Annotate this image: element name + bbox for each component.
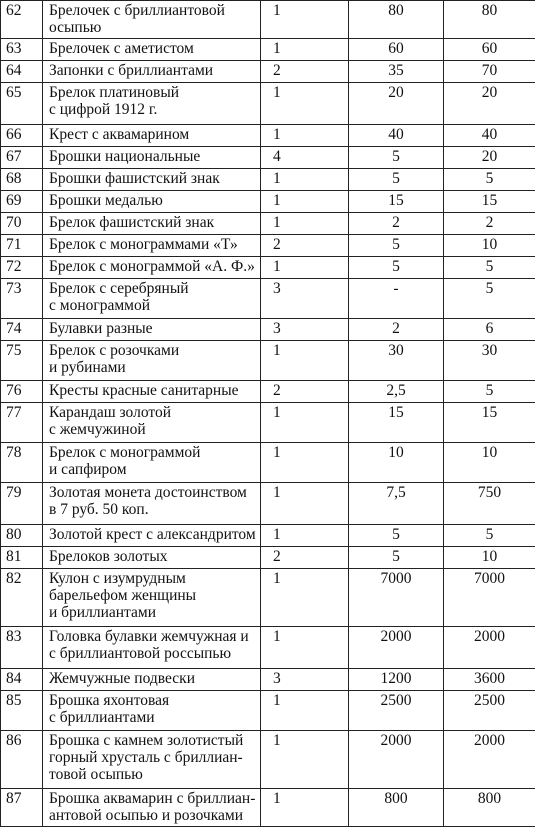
item-quantity-cell: 3 (261, 279, 349, 319)
item-price-cell: 2000 (349, 731, 444, 789)
item-price-cell: 2 (349, 213, 444, 235)
item-description-text: Брошка яхонтовая с бриллиантами (49, 692, 170, 726)
item-description-cell (43, 547, 261, 569)
item-price-cell: 2,5 (349, 381, 444, 403)
item-description-cell (43, 235, 261, 257)
item-quantity-cell: 2 (261, 235, 349, 257)
item-price-cell: 1200 (349, 669, 444, 691)
item-description-cell (43, 443, 261, 483)
item-total-cell: 15 (444, 403, 535, 443)
item-number-cell: 65 (1, 83, 43, 125)
item-quantity-cell: 1 (261, 191, 349, 213)
item-description-text: Запонки с бриллиантами (49, 62, 214, 79)
item-total-cell: 70 (444, 61, 535, 83)
item-description-text: Брошки фашистский знак (49, 170, 220, 187)
item-description-text: Брелочек с бриллиантовой осыпью (49, 2, 225, 36)
item-description-cell (43, 169, 261, 191)
item-quantity-cell: 2 (261, 61, 349, 83)
item-price-cell: 80 (349, 1, 444, 39)
item-quantity-cell: 1 (261, 627, 349, 669)
table-row (1, 789, 535, 827)
item-total-cell: 7000 (444, 569, 535, 627)
item-total-cell: 5 (444, 525, 535, 547)
item-description-cell (43, 147, 261, 169)
table-row (1, 125, 535, 147)
item-description-cell (43, 525, 261, 547)
table-row (1, 169, 535, 191)
item-number-cell: 81 (1, 547, 43, 569)
item-price-cell: 7,5 (349, 483, 444, 525)
item-description-text: Карандаш золотой с жемчужиной (49, 404, 171, 438)
table-row (1, 669, 535, 691)
item-description-text: Брелок фашистский знак (49, 214, 215, 231)
item-description-cell (43, 191, 261, 213)
item-description-cell (43, 341, 261, 381)
item-description-text: Кресты красные санитарные (49, 382, 239, 399)
table-row (1, 569, 535, 627)
item-price-cell: 5 (349, 547, 444, 569)
item-price-cell: 800 (349, 789, 444, 827)
table-row (1, 731, 535, 789)
item-description-text: Брошки национальные (49, 148, 201, 165)
item-total-cell: 2500 (444, 691, 535, 731)
item-description-cell (43, 403, 261, 443)
item-description-text: Брелок с монограммой и сапфиром (49, 444, 201, 478)
item-number-cell: 83 (1, 627, 43, 669)
item-quantity-cell: 1 (261, 341, 349, 381)
table-row (1, 319, 535, 341)
item-number-cell: 86 (1, 731, 43, 789)
item-total-cell: 10 (444, 235, 535, 257)
item-price-cell: 5 (349, 235, 444, 257)
item-number-cell: 67 (1, 147, 43, 169)
item-quantity-cell: 1 (261, 125, 349, 147)
item-description-text: Золотой крест с александритом (49, 526, 256, 543)
item-description-cell (43, 381, 261, 403)
item-description-text: Брелок платиновый с цифрой 1912 г. (49, 84, 180, 118)
item-description-text: Брошка аквамарин с бриллиан- антовой осыпью и розочками (49, 790, 256, 824)
item-description-cell (43, 319, 261, 341)
table-row (1, 381, 535, 403)
item-description-text: Брелоков золотых (49, 548, 168, 565)
table-row (1, 61, 535, 83)
item-number-cell: 85 (1, 691, 43, 731)
item-number-cell: 62 (1, 1, 43, 39)
item-price-cell: 15 (349, 403, 444, 443)
table-body (1, 1, 535, 827)
item-price-cell: 35 (349, 61, 444, 83)
item-total-cell: 20 (444, 83, 535, 125)
table-row (1, 235, 535, 257)
table-row (1, 547, 535, 569)
item-description-cell (43, 39, 261, 61)
item-total-cell: 2000 (444, 627, 535, 669)
table-row (1, 691, 535, 731)
table-row (1, 627, 535, 669)
item-number-cell: 80 (1, 525, 43, 547)
table-row (1, 525, 535, 547)
item-quantity-cell: 1 (261, 569, 349, 627)
item-number-cell: 69 (1, 191, 43, 213)
item-total-cell: 5 (444, 381, 535, 403)
table-row (1, 403, 535, 443)
table-row (1, 1, 535, 39)
item-total-cell: 800 (444, 789, 535, 827)
item-total-cell: 2 (444, 213, 535, 235)
item-price-cell: 10 (349, 443, 444, 483)
item-description-text: Брелок с монограммой «А. Ф.» (49, 258, 255, 275)
item-description-cell (43, 213, 261, 235)
item-price-cell: 2 (349, 319, 444, 341)
item-description-cell (43, 1, 261, 39)
item-description-cell (43, 627, 261, 669)
item-number-cell: 79 (1, 483, 43, 525)
item-price-cell: 60 (349, 39, 444, 61)
table-row (1, 213, 535, 235)
item-total-cell: 40 (444, 125, 535, 147)
item-number-cell: 78 (1, 443, 43, 483)
item-total-cell: 80 (444, 1, 535, 39)
item-price-cell: 7000 (349, 569, 444, 627)
table-row (1, 483, 535, 525)
item-quantity-cell: 1 (261, 443, 349, 483)
item-price-cell: 2500 (349, 691, 444, 731)
item-price-cell: 2000 (349, 627, 444, 669)
item-quantity-cell: 2 (261, 547, 349, 569)
item-number-cell: 75 (1, 341, 43, 381)
item-description-cell (43, 569, 261, 627)
item-price-cell: 30 (349, 341, 444, 381)
item-quantity-cell: 1 (261, 731, 349, 789)
item-number-cell: 76 (1, 381, 43, 403)
item-total-cell: 20 (444, 147, 535, 169)
item-description-text: Кулон с изумрудным барельефом женщины и бриллиантами (49, 570, 197, 621)
item-description-cell (43, 83, 261, 125)
table-row (1, 191, 535, 213)
item-total-cell: 5 (444, 257, 535, 279)
item-description-text: Брошки медалью (49, 192, 163, 209)
table-row (1, 279, 535, 319)
item-description-text: Брелочек с аметистом (49, 40, 194, 57)
item-total-cell: 60 (444, 39, 535, 61)
item-description-cell (43, 125, 261, 147)
item-description-text: Крест с аквамарином (49, 126, 190, 143)
item-description-cell (43, 483, 261, 525)
item-quantity-cell: 1 (261, 257, 349, 279)
item-number-cell: 72 (1, 257, 43, 279)
item-number-cell: 70 (1, 213, 43, 235)
item-total-cell: 3600 (444, 669, 535, 691)
item-price-cell: 15 (349, 191, 444, 213)
item-number-cell: 82 (1, 569, 43, 627)
item-total-cell: 30 (444, 341, 535, 381)
item-price-cell: 40 (349, 125, 444, 147)
item-description-cell (43, 61, 261, 83)
item-description-cell (43, 257, 261, 279)
item-description-cell (43, 669, 261, 691)
item-price-cell: 5 (349, 525, 444, 547)
item-description-text: Золотая монета достоинством в 7 руб. 50 коп. (49, 484, 247, 518)
item-description-text: Брелок с серебряный с монограммой (49, 280, 189, 314)
item-number-cell: 74 (1, 319, 43, 341)
item-total-cell: 6 (444, 319, 535, 341)
item-description-text: Брошка с камнем золотистый горный хрусталь с бриллиан- товой осыпью (49, 732, 244, 783)
item-description-text: Брелок с монограммами «Т» (49, 236, 238, 253)
table-row (1, 147, 535, 169)
item-quantity-cell: 1 (261, 789, 349, 827)
item-price-cell: 5 (349, 257, 444, 279)
item-description-text: Булавки разные (49, 320, 153, 337)
table-row (1, 341, 535, 381)
item-number-cell: 64 (1, 61, 43, 83)
item-number-cell: 77 (1, 403, 43, 443)
item-number-cell: 66 (1, 125, 43, 147)
item-number-cell: 71 (1, 235, 43, 257)
table-row (1, 39, 535, 61)
item-description-cell (43, 731, 261, 789)
item-number-cell: 68 (1, 169, 43, 191)
item-price-cell: 20 (349, 83, 444, 125)
item-quantity-cell: 1 (261, 525, 349, 547)
item-quantity-cell: 3 (261, 669, 349, 691)
item-total-cell: 10 (444, 547, 535, 569)
item-description-text: Головка булавки жемчужная и с бриллиантовой россыпью (49, 628, 249, 662)
item-total-cell: 15 (444, 191, 535, 213)
item-number-cell: 87 (1, 789, 43, 827)
item-price-cell: 5 (349, 169, 444, 191)
item-total-cell: 10 (444, 443, 535, 483)
item-number-cell: 73 (1, 279, 43, 319)
item-description-cell (43, 691, 261, 731)
item-description-cell (43, 789, 261, 827)
item-total-cell: 2000 (444, 731, 535, 789)
item-description-text: Жемчужные подвески (49, 670, 195, 687)
item-quantity-cell: 1 (261, 213, 349, 235)
item-description-cell (43, 279, 261, 319)
item-quantity-cell: 1 (261, 1, 349, 39)
item-quantity-cell: 4 (261, 147, 349, 169)
item-quantity-cell: 1 (261, 83, 349, 125)
item-quantity-cell: 1 (261, 169, 349, 191)
item-quantity-cell: 2 (261, 381, 349, 403)
table-row (1, 443, 535, 483)
item-price-cell: 5 (349, 147, 444, 169)
item-total-cell: 750 (444, 483, 535, 525)
item-quantity-cell: 1 (261, 691, 349, 731)
item-quantity-cell: 1 (261, 39, 349, 61)
item-total-cell: 5 (444, 279, 535, 319)
item-quantity-cell: 3 (261, 319, 349, 341)
item-total-cell: 5 (444, 169, 535, 191)
item-number-cell: 63 (1, 39, 43, 61)
item-quantity-cell: 1 (261, 483, 349, 525)
item-price-cell: - (349, 279, 444, 319)
item-description-text: Брелок с розочками и рубинами (49, 342, 180, 376)
table-row (1, 83, 535, 125)
table-row (1, 257, 535, 279)
item-quantity-cell: 1 (261, 403, 349, 443)
item-number-cell: 84 (1, 669, 43, 691)
